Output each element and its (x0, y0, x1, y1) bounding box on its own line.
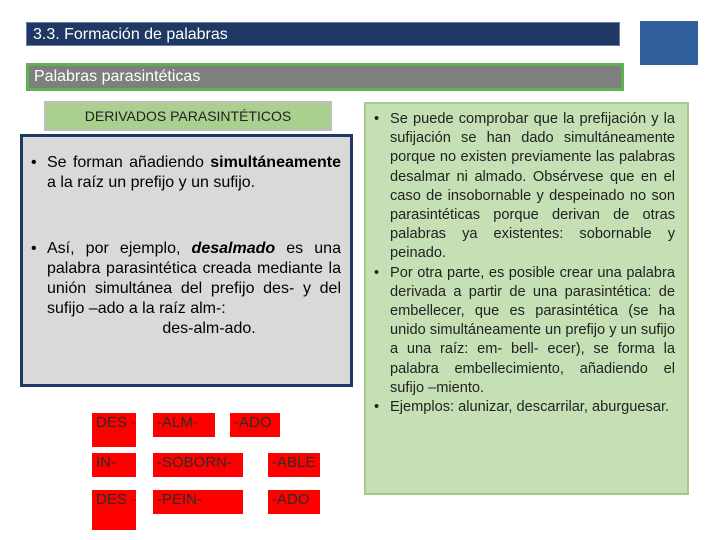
explanation-text: Se puede comprobar que la prefijación y la sufijación se han dado simultáneamente porque no existen previamente las palabras desalmar ni almado. Obsérvese que en el caso de insobornable y despeinado no son parasintéticas porque derivan de otras palabras ya existentes: sobornable y peinado. (390, 111, 675, 262)
example-text-end: es una palabra parasintética creada mediante la unión simultánea del prefijo des- y del sufijo –ado a la raíz alm-: (47, 240, 341, 317)
prefix-cell: DES - (92, 490, 136, 530)
derivados-header-text: DERIVADOS PARASINTÉTICOS (84, 108, 292, 124)
suffix-cell: -ADO (230, 413, 280, 437)
examples-text: Ejemplos: alunizar, descarrilar, aburguesar. (390, 399, 670, 416)
explanation-text: Por otra parte, es posible crear una palabra derivada a partir de una parasintética: de embellecer, que es parasintética (se ha unido simultáneamente un prefijo y un sufijo a una raíz: em- bell- ecer), se forma la palabra embellecimiento, añadiendo el sufijo –miento. (390, 264, 675, 396)
slide-title (26, 22, 620, 46)
example-word: desalmado (191, 240, 276, 257)
bullet-icon: • (31, 154, 37, 171)
prefix-cell: DES - (92, 413, 136, 447)
explanation-list (366, 104, 687, 417)
corner-decoration (640, 21, 698, 65)
slide-title-text: 3.3. Formación de palabras (33, 26, 228, 43)
definition-item-1 (31, 153, 341, 193)
root-cell: -SOBORN- (153, 453, 243, 477)
definition-box (20, 134, 353, 387)
section-title-text: Palabras parasintéticas (34, 68, 201, 85)
section-title (26, 63, 624, 91)
suffix-cell: -ADO (268, 490, 320, 514)
explanation-item-2 (374, 264, 675, 398)
bullet-icon: • (374, 264, 380, 281)
suffix-cell: -ABLE (268, 453, 320, 477)
explanation-item-1 (374, 110, 675, 264)
definition-text-end: a la raíz un prefijo y un sufijo. (47, 174, 256, 191)
bullet-icon: • (374, 399, 380, 416)
example-segmentation: des-alm-ado. (162, 320, 256, 337)
bullet-icon: • (374, 111, 380, 127)
derivados-header (44, 101, 332, 131)
definition-bold-term: simultáneamente (210, 154, 341, 171)
prefix-cell: IN- (92, 453, 136, 477)
root-cell: -ALM- (153, 413, 215, 437)
root-cell: -PEIN- (153, 490, 243, 514)
explanation-item-3 (374, 398, 675, 417)
definition-item-2 (31, 239, 341, 339)
example-text: Así, por ejemplo, (47, 240, 181, 257)
definition-text: Se forman añadiendo (47, 154, 204, 171)
bullet-icon: • (31, 240, 37, 257)
explanation-box (364, 102, 689, 495)
